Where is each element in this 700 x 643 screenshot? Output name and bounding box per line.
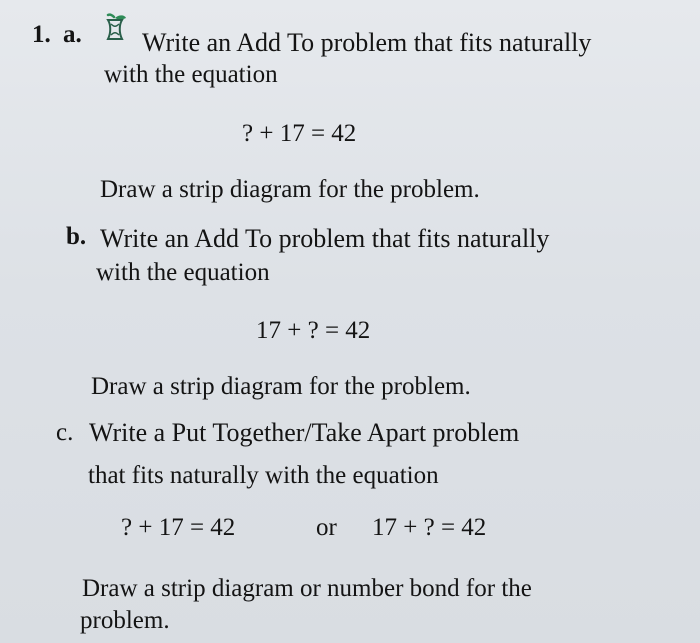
part-b-equation: 17 + ? = 42: [256, 317, 371, 344]
part-b-line-2: with the equation: [96, 259, 270, 286]
part-b-line-1: Write an Add To problem that fits naturally: [100, 224, 550, 253]
apple-core-icon: [98, 12, 132, 46]
part-c-equation-2: 17 + ? = 42: [372, 514, 487, 541]
part-c-equation-1: ? + 17 = 42: [121, 514, 236, 541]
problem-number: 1.: [32, 21, 51, 48]
part-c-instruction-line-2: problem.: [80, 607, 170, 634]
part-a-equation: ? + 17 = 42: [242, 120, 357, 147]
part-c-letter: c.: [56, 419, 74, 446]
part-c-or-word: or: [316, 514, 337, 541]
part-a-instruction: Draw a strip diagram for the problem.: [100, 176, 480, 203]
part-c-line-2: that fits naturally with the equation: [88, 462, 439, 489]
part-c-instruction-line-1: Draw a strip diagram or number bond for the: [82, 575, 532, 602]
part-b-letter: b.: [66, 223, 87, 250]
part-a-line-1: Write an Add To problem that fits naturally: [142, 28, 592, 57]
part-a-letter: a.: [63, 21, 82, 48]
part-b-instruction: Draw a strip diagram for the problem.: [91, 373, 471, 400]
part-c-line-1: Write a Put Together/Take Apart problem: [89, 418, 520, 447]
part-a-line-2: with the equation: [104, 61, 278, 88]
